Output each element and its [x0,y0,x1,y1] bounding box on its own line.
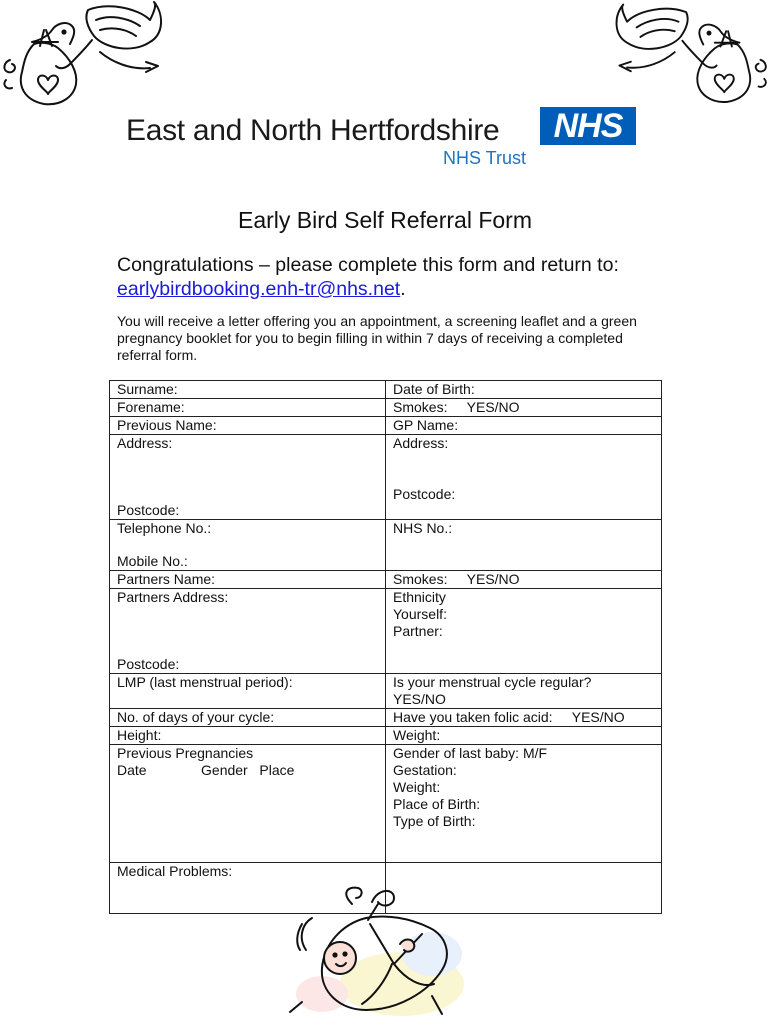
trust-header [124,102,644,172]
weight-label: Weight: [393,727,441,743]
cycle-regular-field[interactable] [386,674,662,709]
surname-field[interactable] [110,381,386,399]
ethnicity-yourself-label: Yourself: [393,606,447,622]
previous-name-field[interactable] [110,417,386,435]
stork-right-illustration [608,0,770,112]
referral-form-table [109,380,662,914]
form-title: Early Bird Self Referral Form [238,207,532,233]
weight-field[interactable] [386,727,662,745]
nhs-number-label: NHS No.: [393,520,453,536]
address-field[interactable] [110,435,386,520]
place-of-birth-label: Place of Birth: [393,796,481,812]
previous-pregnancies-field[interactable] [110,745,386,863]
gp-address-label: Address: [393,435,449,451]
stork-left-illustration [0,0,170,112]
partner-smokes-label: Smokes: YES/NO [393,571,520,587]
height-label: Height: [117,727,162,743]
table-row [110,435,662,520]
cycle-regular-label: Is your menstrual cycle regular? [393,674,592,690]
forename-field[interactable] [110,399,386,417]
info-paragraph: You will receive a letter offering you an appointment, a screening leaflet and a green pregnancy booklet for you to begin filling in within 7 days of receiving a completed referral form. [117,313,637,363]
nhs-number-field[interactable] [386,520,662,571]
cycle-regular-answer: YES/NO [393,691,446,707]
smokes-label: Smokes: YES/NO [393,399,520,415]
table-row [110,399,662,417]
gp-address-field[interactable] [386,435,662,520]
table-row [110,417,662,435]
gestation-label: Gestation: [393,762,457,778]
previous-pregnancies-label: Previous Pregnancies [117,745,254,761]
postcode-label: Postcode: [117,502,180,518]
cycle-days-field[interactable] [110,709,386,727]
partners-postcode-label: Postcode: [117,656,180,672]
type-of-birth-label: Type of Birth: [393,813,476,829]
telephone-field[interactable] [110,520,386,571]
gender-last-baby-label: Gender of last baby: M/F [393,745,548,761]
cycle-days-label: No. of days of your cycle: [117,709,275,725]
email-link[interactable]: earlybirdbooking.enh-tr@nhs.net [117,278,401,300]
baby-bundle-illustration [282,884,472,1024]
baby-weight-label: Weight: [393,779,441,795]
ethnicity-partner-label: Partner: [393,623,443,639]
previous-name-label: Previous Name: [117,417,217,433]
table-row [110,674,662,709]
gp-name-label: GP Name: [393,417,459,433]
lmp-label: LMP (last menstrual period): [117,674,293,690]
table-row [110,745,662,863]
partners-name-field[interactable] [110,571,386,589]
last-baby-field[interactable] [386,745,662,863]
address-label: Address: [117,435,173,451]
partner-smokes-field[interactable] [386,571,662,589]
gp-name-field[interactable] [386,417,662,435]
medical-problems-label: Medical Problems: [117,863,233,879]
gp-postcode-label: Postcode: [393,486,456,502]
trust-subtitle: NHS Trust [443,148,527,168]
surname-label: Surname: [117,381,178,397]
partners-name-label: Partners Name: [117,571,216,587]
table-row [110,381,662,399]
email-suffix: . [400,278,406,300]
partners-address-label: Partners Address: [117,589,229,605]
table-row [110,709,662,727]
table-row [110,571,662,589]
height-field[interactable] [110,727,386,745]
pregnancy-columns-label: Date Gender Place [117,762,295,778]
ethnicity-field[interactable] [386,589,662,674]
mobile-label: Mobile No.: [117,553,188,569]
telephone-label: Telephone No.: [117,520,212,536]
ethnicity-label: Ethnicity [393,589,446,605]
table-row [110,520,662,571]
trust-name: East and North Hertfordshire [126,114,500,147]
nhs-logo: NHS [540,107,636,145]
intro-text: Congratulations – please complete this form and return to: [117,254,619,276]
lmp-field[interactable] [110,674,386,709]
table-row [110,589,662,674]
folic-acid-label: Have you taken folic acid: YES/NO [393,709,625,725]
folic-acid-field[interactable] [386,709,662,727]
partners-address-field[interactable] [110,589,386,674]
forename-label: Forename: [117,399,185,415]
date-of-birth-label: Date of Birth: [393,381,475,397]
table-row [110,727,662,745]
date-of-birth-field[interactable] [386,381,662,399]
smokes-field[interactable] [386,399,662,417]
intro-paragraph [117,253,677,301]
